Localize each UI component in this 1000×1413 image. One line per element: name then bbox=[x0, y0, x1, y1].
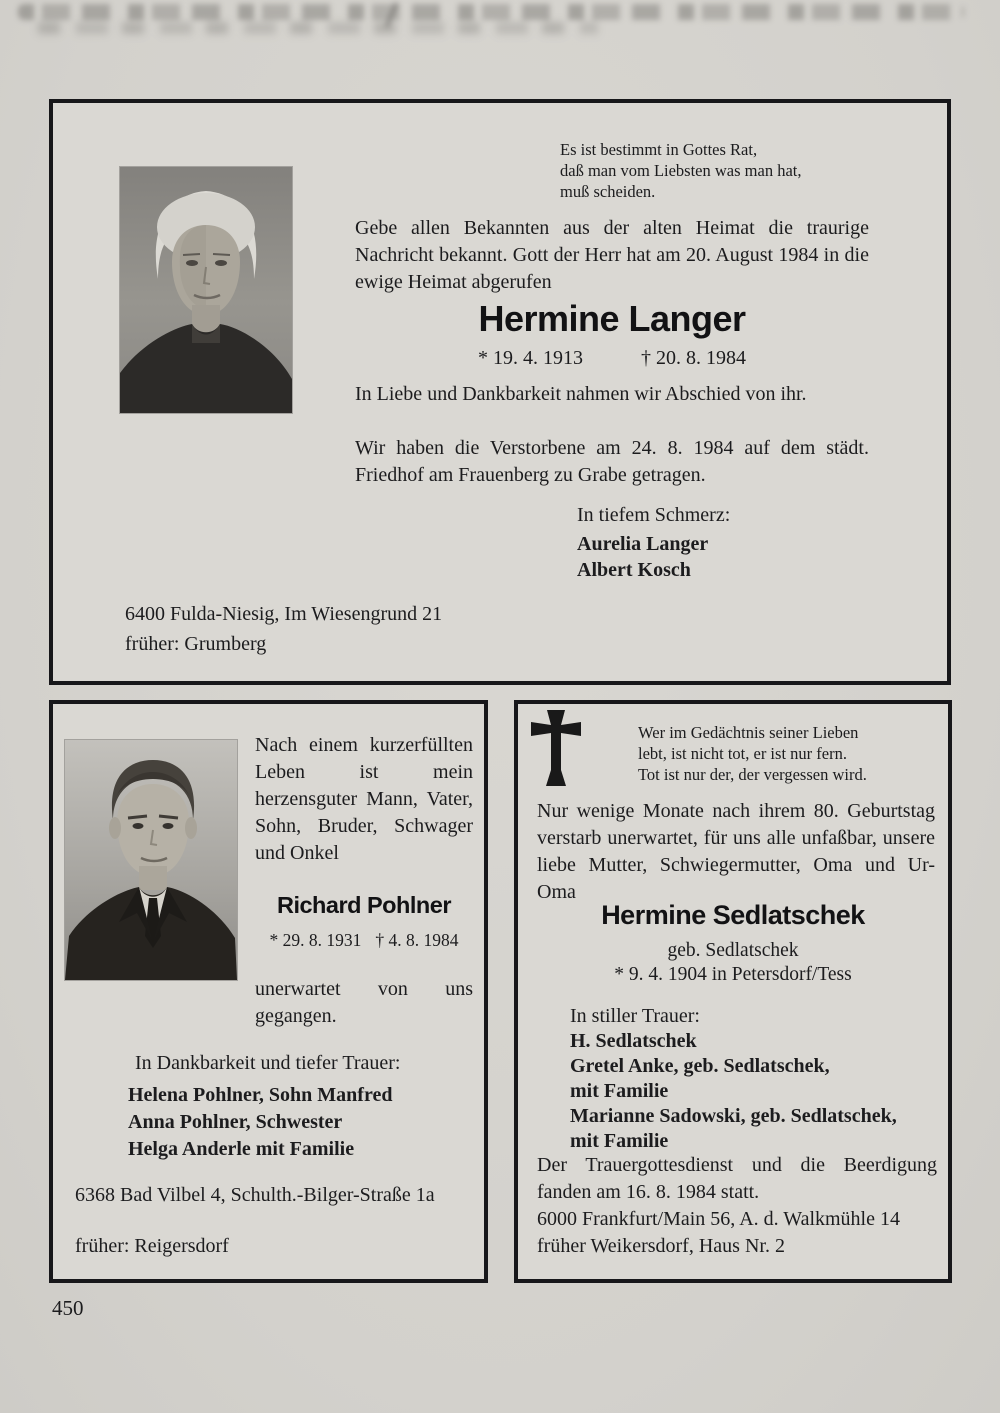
burial-text: Wir haben die Verstorbene am 24. 8. 1984 auf dem städt. Friedhof am Frauenberg zu Grabe getragen. bbox=[355, 437, 869, 486]
passing-text: unerwartet von uns gegangen. bbox=[255, 978, 473, 1027]
former-residence: früher Weikersdorf, Haus Nr. 2 bbox=[537, 1235, 785, 1257]
former-residence: früher: Reigersdorf bbox=[75, 1235, 229, 1257]
epigraph-line: Es ist bestimmt in Gottes Rat, bbox=[560, 140, 758, 159]
deceased-name: Richard Pohlner bbox=[276, 892, 451, 918]
epigraph-line: daß man vom Liebsten was man hat, bbox=[560, 161, 802, 180]
obituary-richard-pohlner bbox=[49, 700, 488, 1283]
epigraph-line: Wer im Gedächtnis seiner Lieben bbox=[638, 723, 859, 742]
epigraph-line: lebt, ist nicht tot, er ist nur fern. bbox=[638, 744, 847, 763]
birth-date: * 19. 4. 1913 bbox=[478, 347, 583, 369]
former-residence: früher: Grumberg bbox=[125, 633, 267, 655]
death-date: † 4. 8. 1984 bbox=[375, 930, 459, 950]
mourner-name: Aurelia Langer bbox=[577, 533, 709, 555]
mourner-name: mit Familie bbox=[570, 1080, 669, 1102]
epigraph-line: muß scheiden. bbox=[560, 182, 656, 201]
mourner-name: Albert Kosch bbox=[577, 559, 691, 581]
mourner-name: mit Familie bbox=[570, 1130, 669, 1152]
epigraph-line: Tot ist nur der, der vergessen wird. bbox=[638, 765, 867, 784]
announcement-text: Gebe allen Bekannten aus der alten Heimat die traurige Nachricht bekannt. Gott der Herr hat am 20. August 1984 in die ewige Heimat abgerufen bbox=[355, 217, 869, 293]
life-dates bbox=[355, 347, 869, 370]
deceased-name: Hermine Langer bbox=[478, 298, 746, 339]
cross-icon bbox=[530, 710, 582, 788]
birth-date: * 9. 4. 1904 in Petersdorf/Tess bbox=[614, 964, 852, 985]
epigraph-verse bbox=[560, 139, 801, 202]
scan-artifact-header bbox=[18, 4, 964, 20]
address-block bbox=[125, 599, 442, 659]
intro-text: Nur wenige Monate nach ihrem 80. Geburtstag verstarb unerwartet, für uns alle unfaßbar, unsere liebe Mutter, Schwiegermutter, Oma und Ur-Oma bbox=[537, 800, 935, 903]
intro-text: Nach einem kurzerfüllten Leben ist mein herzensguter Mann, Vater, Sohn, Bruder, Schwager und Onkel bbox=[255, 734, 473, 864]
portrait-photo-richard-pohlner bbox=[65, 740, 237, 980]
mourning-intro: In Dankbarkeit und tiefer Trauer: bbox=[135, 1052, 401, 1074]
mourner-name: Helga Anderle mit Familie bbox=[128, 1138, 355, 1160]
mourner-name: Marianne Sadowski, geb. Sedlatschek, bbox=[570, 1105, 897, 1127]
mourners-block bbox=[570, 1029, 897, 1154]
mourner-name: Gretel Anke, geb. Sedlatschek, bbox=[570, 1055, 830, 1077]
life-dates bbox=[247, 930, 481, 951]
death-date: † 20. 8. 1984 bbox=[641, 347, 746, 369]
mourners-block bbox=[577, 502, 730, 583]
epigraph-verse bbox=[638, 722, 867, 785]
farewell-text: In Liebe und Dankbarkeit nahmen wir Abschied von ihr. bbox=[355, 383, 807, 405]
mourners-block bbox=[128, 1082, 392, 1163]
mourner-name: Helena Pohlner, Sohn Manfred bbox=[128, 1084, 393, 1106]
obituary-hermine-langer bbox=[49, 99, 951, 685]
address-line: 6400 Fulda-Niesig, Im Wiesengrund 21 bbox=[125, 603, 443, 625]
maiden-name: geb. Sedlatschek bbox=[667, 940, 799, 961]
portrait-photo-hermine-langer bbox=[120, 167, 292, 413]
mourner-name: H. Sedlatschek bbox=[570, 1030, 697, 1052]
page-number: 450 bbox=[52, 1296, 84, 1320]
deceased-name: Hermine Sedlatschek bbox=[601, 900, 865, 930]
mourner-name: Anna Pohlner, Schwester bbox=[128, 1111, 343, 1133]
mourning-intro: In tiefem Schmerz: bbox=[577, 504, 731, 526]
address-line: 6368 Bad Vilbel 4, Schulth.-Bilger-Straße 1a bbox=[75, 1184, 435, 1206]
address-line: 6000 Frankfurt/Main 56, A. d. Walkmühle 14 bbox=[537, 1208, 900, 1230]
obituary-hermine-sedlatschek bbox=[514, 700, 952, 1283]
birth-date: * 29. 8. 1931 bbox=[269, 930, 362, 950]
mourning-intro: In stiller Trauer: bbox=[570, 1005, 700, 1027]
funeral-text: Der Trauergottesdienst und die Beerdigung fanden am 16. 8. 1984 statt. bbox=[537, 1154, 937, 1203]
